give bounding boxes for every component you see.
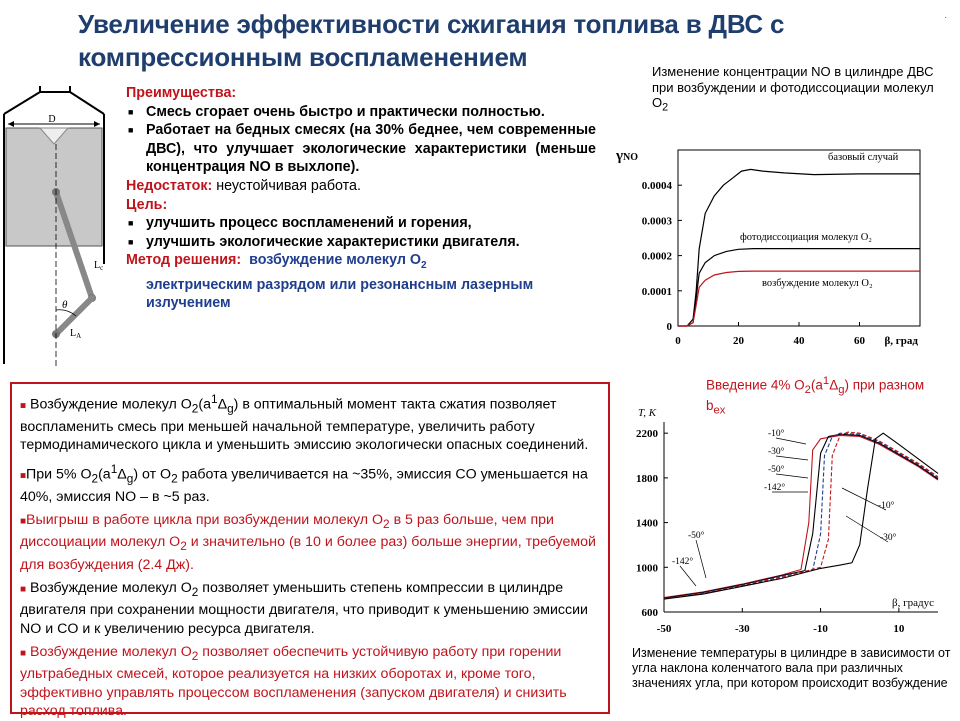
x-tick-label: 40 [793, 335, 805, 347]
y-axis-label: γNO [616, 148, 639, 164]
series-label: базовый случай [828, 152, 899, 163]
goal-heading: Цель: [126, 196, 168, 213]
x-tick-label: 0 [675, 335, 681, 347]
advantages-heading: Преимущества: [126, 85, 237, 101]
advantage-item: ■ Работает на бедных смесях (на 30% беднее, чем современные ДВС), что улучшает экологические характеристики (меньше концентрация NO в выхлопе). [126, 121, 596, 177]
engine-cylinder-diagram [0, 84, 124, 374]
temperature-chart [610, 400, 950, 644]
annotation-label: -50° [768, 465, 785, 475]
advantage-item: ■ Смесь сгорает очень быстро и практически полностью. [126, 103, 596, 122]
annotation-label: -50° [688, 531, 705, 541]
bore-label: D [48, 114, 56, 125]
y-tick-label: 1400 [636, 517, 658, 530]
angle-label: θ [62, 299, 68, 311]
no-chart-caption: Изменение концентрации NO в цилиндре ДВС при возбуждении и фотодиссоциации молекул $O_2$ [652, 64, 934, 114]
result-paragraph-3: ■Выигрыш в работе цикла при возбуждении молекул $O_2$ в 5 раз больше, чем при диссоциации молекул $O_2$ и значительно (в 10 и более раз) больше энергии, требуемой для возбуждения (2.4 Дж). [20, 512, 596, 573]
x-tick-label: 20 [733, 335, 744, 347]
title-line-1: Увеличение эффективности сжигания топлива в ДВС с [78, 9, 785, 39]
annotation-leader [680, 566, 696, 586]
x-axis-label: β, град [884, 335, 918, 347]
crank-length-label: $L_A$ [70, 328, 82, 340]
result-paragraph-5: ■ Возбуждение молекул $O_2$ позволяет обеспечить устойчивую работу при горении ультрабедных смесей, которое реализуется на низких оборотах и, кроме того, эффективно управлять процессом воспламенения (запуском двигателя) и снизить расход топлива. [20, 644, 567, 720]
annotation-leader [696, 540, 706, 578]
y-tick-label: 0.0002 [641, 250, 672, 263]
x-tick-label: 60 [854, 335, 865, 347]
drawback-line: Недостаток: неустойчивая работа. [126, 177, 361, 194]
x-tick-label: -50 [656, 623, 672, 635]
title-line-2: компрессионным воспламенением [78, 42, 528, 72]
rod-length-label: $L_c$ [94, 260, 104, 272]
series-label: фотодиссоциация молекул O₂ [740, 232, 872, 243]
y-tick-label: 0 [666, 321, 672, 333]
x-axis-label: β, градус [892, 597, 934, 609]
y-tick-label: 0.0001 [641, 285, 672, 298]
annotation-label: -10° [768, 429, 785, 439]
y-tick-label: 0.0004 [641, 180, 672, 193]
x-tick-label: -10 [813, 623, 828, 635]
y-tick-label: 0.0003 [641, 215, 672, 228]
annotation-label: -30° [880, 533, 897, 543]
corner-mark: · [944, 12, 948, 23]
y-tick-label: 1800 [636, 472, 658, 485]
annotation-label: -142° [764, 483, 786, 493]
x-tick-label: 10 [893, 623, 905, 635]
result-paragraph-4: ■ Возбуждение молекул $O_2$ позволяет уменьшить степень компрессии в цилиндре двигателя при сохранении мощности двигателя, что приводит к уменьшению эмиссии NO и CO и к увеличению ресурса двигателя. [20, 580, 588, 637]
temp-chart-bottom-caption: Изменение температуры в цилиндре в зависимости от угла наклона коленчатого вала при различных значениях угла, при котором происходит возбуждение [632, 646, 951, 690]
method-line: Метод решения: возбуждение молекул $O_2$ [126, 252, 427, 272]
annotation-label: -30° [768, 447, 785, 457]
goal-item: ■ улучшить процесс воспламенений и горения, [126, 214, 596, 233]
info-block [126, 84, 596, 313]
y-tick-label: 1000 [636, 562, 658, 575]
method-line-2: электрическим разрядом или резонансным лазерным излучением [146, 276, 534, 312]
y-tick-label: 600 [641, 607, 658, 619]
goal-item: ■ улучшить экологические характеристики двигателя. [126, 233, 596, 252]
result-paragraph-1: ■ Возбуждение молекул $O_2(a^1\Delta_g)$ в оптимальный момент такта сжатия позволяет воспламенить смесь при меньшей начальной температуре, увеличить работу термодинамического цикла и уменьшить эмиссию экологически опасных соединений. [20, 392, 589, 454]
series-label: возбуждение молекул O₂ [762, 278, 873, 289]
y-tick-label: 2200 [636, 428, 658, 441]
temp-chart-caption: Введение 4% $O_2(a^1\Delta_g)$ при разном $b_{ex}$ [706, 375, 925, 417]
result-paragraph-2: ■При 5% $O_2(a^1\Delta_g)$ от $O_2$ работа увеличивается на ~35%, эмиссия CO уменьшается на 40%, эмиссия NO – в ~5 раз. [20, 461, 588, 505]
results-box [10, 382, 610, 720]
y-axis-label: T, K [638, 407, 657, 419]
x-tick-label: -30 [734, 623, 750, 635]
no-concentration-chart [610, 140, 950, 358]
series-line [678, 169, 920, 326]
annotation-label: -10° [878, 501, 895, 511]
annotation-label: -142° [672, 557, 694, 567]
